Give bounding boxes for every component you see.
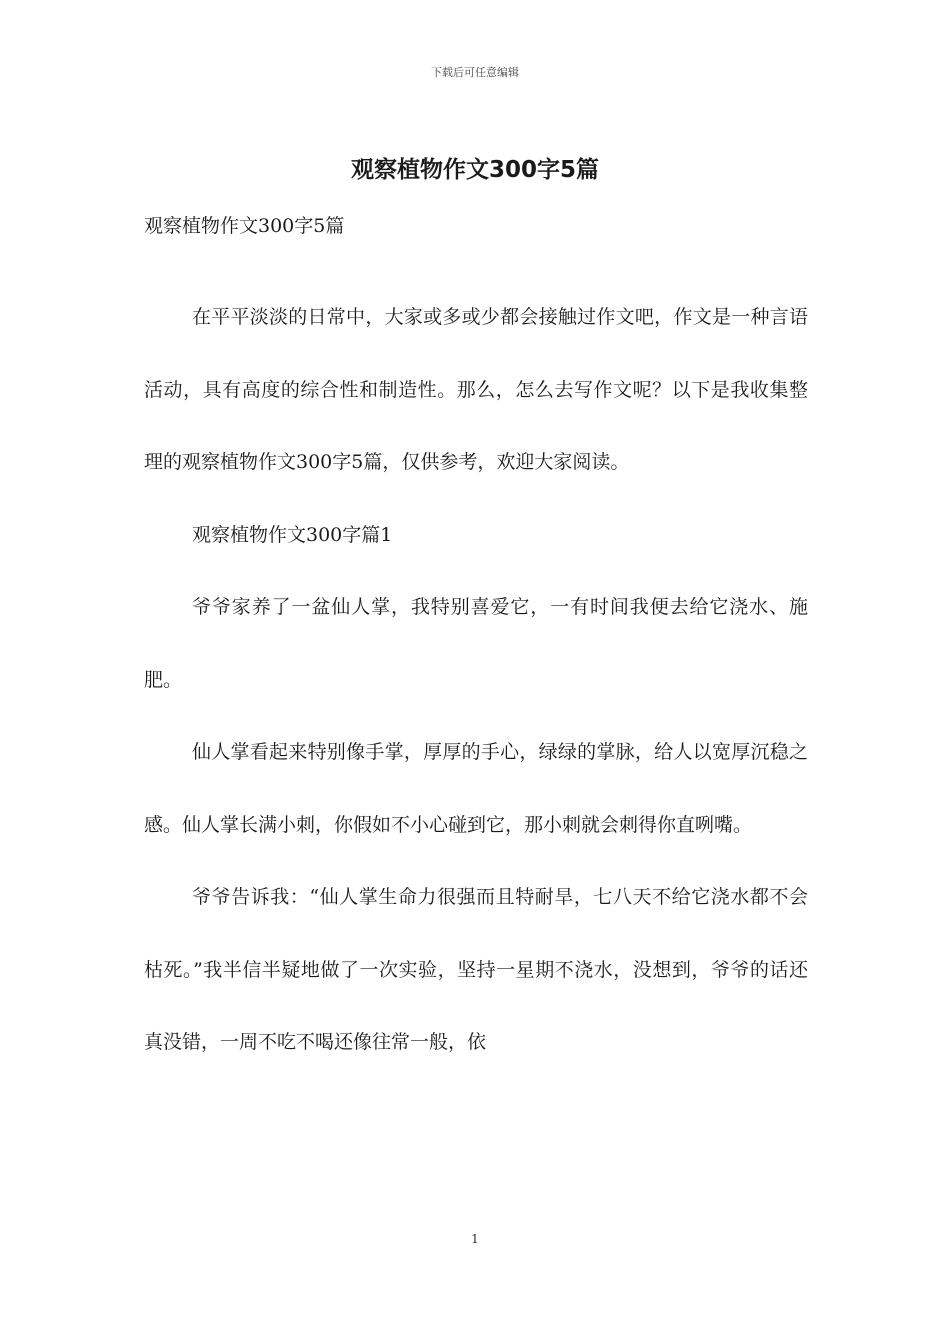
document-title: 观察植物作文300字5篇 — [350, 157, 599, 183]
document-subtitle: 观察植物作文300字5篇 — [144, 215, 345, 237]
intro-paragraph: 在平平淡淡的日常中，大家或多或少都会接触过作文吧，作文是一种言语活动，具有高度的综合性和制造性。那么，怎么去写作文呢？以下是我收集整理的观察植物作文300字5篇，仅供参考，欢迎大家阅读。 — [144, 306, 808, 473]
body-paragraph: 爷爷家养了一盆仙人掌，我特别喜爱它，一有时间我便去给它浇水、施肥。 — [144, 596, 808, 691]
section-heading: 观察植物作文300字篇1 — [192, 523, 393, 546]
document-body — [144, 281, 808, 1079]
page-number: 1 — [471, 1232, 479, 1246]
body-paragraph: 仙人掌看起来特别像手掌，厚厚的手心，绿绿的掌脉，给人以宽厚沉稳之感。仙人掌长满小刺，你假如不小心碰到它，那小刺就会刺得你直咧嘴。 — [144, 741, 808, 836]
body-paragraph: 爷爷告诉我：“仙人掌生命力很强而且特耐旱，七八天不给它浇水都不会枯死。”我半信半疑地做了一次实验，坚持一星期不浇水，没想到，爷爷的话还真没错，一周不吃不喝还像往常一般，依 — [144, 886, 808, 1053]
page-header-note: 下载后可任意编辑 — [431, 66, 519, 79]
